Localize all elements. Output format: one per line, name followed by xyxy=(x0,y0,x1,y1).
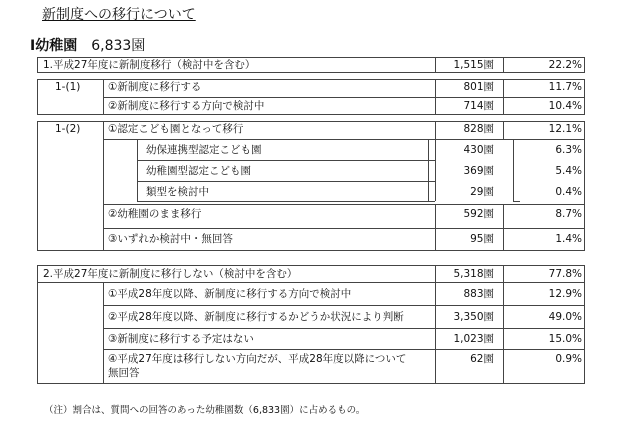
list-item: ④平成27年度は移行しない方向だが、平成28年度以降について xyxy=(108,353,407,365)
list-item-count: 62園 xyxy=(470,353,494,365)
list-item-pct: 10.4% xyxy=(548,100,582,112)
group-1-header-label: 1.平成27年度に新制度移行（検討中を含む） xyxy=(43,59,256,71)
list-item: ②幼稚園のまま移行 xyxy=(108,208,202,220)
section-heading xyxy=(30,35,145,55)
list-item-pct: 6.3% xyxy=(555,144,582,156)
list-item-count: 714園 xyxy=(463,100,494,112)
sub-1-1-label: 1-(1) xyxy=(55,81,81,93)
footnote: （注）割合は、質問への回答のあった幼稚園数（6,833園）に占めるもの。 xyxy=(44,405,366,416)
list-item-pct: 49.0% xyxy=(548,311,582,323)
list-item-count: 801園 xyxy=(463,81,494,93)
section-label: Ⅰ幼稚園 xyxy=(30,38,78,54)
list-item-pct: 11.7% xyxy=(548,81,582,93)
list-item: 幼保連携型認定こども園 xyxy=(146,144,262,156)
list-item-count: 592園 xyxy=(463,208,494,220)
group-1-header-pct: 22.2% xyxy=(548,59,582,71)
list-item-continued: 無回答 xyxy=(108,367,140,379)
list-item: ①平成28年度以降、新制度に移行する方向で検討中 xyxy=(108,288,352,300)
list-item: ①新制度に移行する xyxy=(108,81,202,93)
list-item-pct: 5.4% xyxy=(555,165,582,177)
list-item-pct: 1.4% xyxy=(555,233,582,245)
group-2-header-pct: 77.8% xyxy=(548,268,582,280)
list-item-count: 430園 xyxy=(463,144,494,156)
list-item-count: 828園 xyxy=(463,123,494,135)
list-item-count: 1,023園 xyxy=(453,333,494,345)
sub-1-2-label: 1-(2) xyxy=(55,123,81,135)
list-item-pct: 8.7% xyxy=(555,208,582,220)
group-2-header-count: 5,318園 xyxy=(453,268,494,280)
group-2-header-label: 2.平成27年度に新制度に移行しない（検討中を含む） xyxy=(43,268,298,280)
list-item-pct: 15.0% xyxy=(548,333,582,345)
list-item-pct: 0.9% xyxy=(555,353,582,365)
list-item-count: 95園 xyxy=(470,233,494,245)
group-1-header-count: 1,515園 xyxy=(453,59,494,71)
list-item-count: 883園 xyxy=(463,288,494,300)
list-item: ③新制度に移行する予定はない xyxy=(108,333,254,345)
list-item-pct: 12.9% xyxy=(548,288,582,300)
list-item-count: 29園 xyxy=(470,186,494,198)
list-item-pct: 12.1% xyxy=(548,123,582,135)
section-count: 6,833園 xyxy=(91,38,146,54)
list-item: 類型を検討中 xyxy=(146,186,209,198)
list-item: ①認定こども園となって移行 xyxy=(108,123,244,135)
list-item: ③いずれか検討中・無回答 xyxy=(108,233,233,245)
list-item: ②新制度に移行する方向で検討中 xyxy=(108,100,265,112)
list-item: 幼稚園型認定こども園 xyxy=(146,165,251,177)
list-item-count: 3,350園 xyxy=(453,311,494,323)
list-item-pct: 0.4% xyxy=(555,186,582,198)
list-item: ②平成28年度以降、新制度に移行するかどうか状況により判断 xyxy=(108,311,404,323)
list-item-count: 369園 xyxy=(463,165,494,177)
page-title: 新制度への移行について xyxy=(42,7,196,23)
